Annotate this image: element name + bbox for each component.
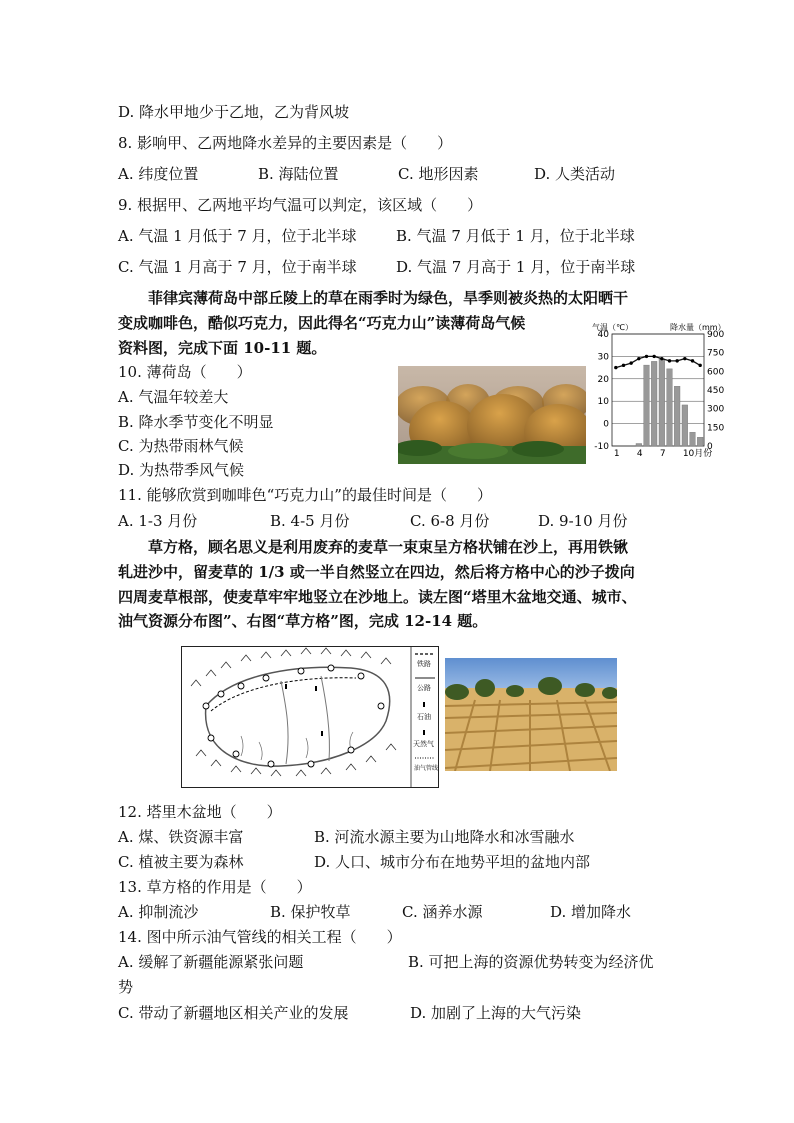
x-tick-label: 1 [613,449,620,458]
q8-option-b: B. 海陆位置 [258,165,339,183]
climate-chart [590,320,740,458]
q10-option-c: C. 为热带雨林气候 [118,437,244,455]
chocolate-hills-photo [398,366,586,464]
passage2-line1: 草方格，顾名思义是利用废弃的麦草一束束呈方格状铺在沙上，再用铁锹 [148,538,629,556]
q8-option-d: D. 人类活动 [534,165,616,183]
q11-option-a: A. 1-3 月份 [118,512,198,530]
precipitation-bar [636,444,642,446]
temperature-point [698,364,701,367]
q7-option-d: D. 降水甲地少于乙地，乙为背风坡 [118,103,350,121]
q12-option-b: B. 河流水源主要为山地降水和冰雪融水 [314,828,575,846]
precipitation-bar [651,361,657,446]
left-tick-label: 0 [603,419,609,430]
q9-option-d: D. 气温 7 月高于 1 月，位于南半球 [396,258,636,276]
q11-stem: 11. 能够欣赏到咖啡色“巧克力山”的最佳时间是（ ） [118,486,492,504]
right-tick-label: 750 [707,348,725,359]
q10-option-d: D. 为热带季风气候 [118,461,245,479]
temperature-point [637,357,640,360]
q12-option-d: D. 人口、城市分布在地势平坦的盆地内部 [314,853,591,871]
temperature-point [668,359,671,362]
legend-road-label: 公路 [417,684,431,692]
q13-option-b: B. 保护牧草 [270,903,351,921]
q14-option-b: B. 可把上海的资源优势转变为经济优 [408,953,654,971]
passage1-line3: 资料图，完成下面 10-11 题。 [118,339,327,357]
left-tick-label: 40 [597,330,609,340]
precipitation-bar [674,386,680,446]
q11-option-b: B. 4-5 月份 [270,512,350,530]
q9-option-b: B. 气温 7 月低于 1 月，位于北半球 [396,227,635,245]
q12-stem: 12. 塔里木盆地（ ） [118,803,282,821]
right-tick-label: 150 [707,423,725,434]
precipitation-bar [667,369,673,446]
q9-option-c: C. 气温 1 月高于 7 月，位于南半球 [118,258,357,276]
q14-option-b-continued: 势 [118,978,134,996]
temperature-point [645,355,648,358]
temperature-point [683,357,686,360]
left-tick-label: 20 [597,374,609,385]
legend-pipeline-label: 油气管线 [414,765,439,772]
temperature-point [622,364,625,367]
q14-option-a: A. 缓解了新疆能源紧张问题 [118,953,304,971]
temperature-point [614,366,617,369]
temperature-point [675,359,678,362]
right-tick-label: 450 [707,386,725,396]
q14-option-d: D. 加剧了上海的大气污染 [410,1004,582,1022]
temperature-line [616,356,700,367]
q14-stem: 14. 图中所示油气管线的相关工程（ ） [118,928,402,946]
q8-stem: 8. 影响甲、乙两地降水差异的主要因素是（ ） [118,134,453,152]
q10-option-a: A. 气温年较差大 [118,388,229,406]
legend-oil-label: 石油 [417,713,431,721]
temperature-point [652,355,655,358]
precipitation-bar [690,432,696,446]
straw-checkerboard-photo [445,658,617,771]
left-tick-label: -10 [594,442,609,452]
temperature-point [660,357,663,360]
left-tick-label: 30 [597,352,609,363]
q10-option-b: B. 降水季节变化不明显 [118,413,274,431]
passage2-line4: 油气资源分布图”、右图“草方格”图，完成 12-14 题。 [118,612,488,630]
q8-option-a: A. 纬度位置 [118,165,199,183]
q12-option-a: A. 煤、铁资源丰富 [118,828,244,846]
q11-option-d: D. 9-10 月份 [538,512,628,530]
x-tick-label: 4 [636,449,643,458]
chart-left-axis-label: 气温（℃） [592,323,633,332]
legend-rail-label: 铁路 [417,660,431,668]
passage2-line3: 四周麦草根部，使麦草牢牢地竖立在沙地上。读左图“塔里木盆地交通、城市、 [118,588,637,606]
q9-option-a: A. 气温 1 月低于 7 月，位于北半球 [118,227,357,245]
right-tick-label: 0 [707,442,713,452]
q13-option-a: A. 抑制流沙 [118,903,199,921]
chart-right-axis-label: 降水量（mm） [670,323,726,332]
legend-gas-label: 天然气 [413,740,434,748]
passage2-line2: 轧进沙中，留麦草的 1/3 或一半自然竖立在四边，然后将方格中心的沙子拨向 [118,563,635,581]
x-tick-label: 7 [659,449,666,458]
q10-stem: 10. 薄荷岛（ ） [118,363,252,381]
q13-option-c: C. 涵养水源 [402,903,483,921]
right-tick-label: 900 [707,330,725,340]
q14-option-c: C. 带动了新疆地区相关产业的发展 [118,1004,349,1022]
precipitation-bar [697,437,703,446]
precipitation-bar [682,405,688,446]
passage1-line1: 菲律宾薄荷岛中部丘陵上的草在雨季时为绿色，旱季则被炎热的太阳晒干 [148,289,629,307]
q8-option-c: C. 地形因素 [398,165,479,183]
q9-stem: 9. 根据甲、乙两地平均气温可以判定，该区域（ ） [118,196,483,214]
right-tick-label: 600 [707,367,725,378]
q13-option-d: D. 增加降水 [550,903,632,921]
precipitation-bar [644,365,650,446]
precipitation-bar [659,359,665,446]
temperature-point [629,361,632,364]
tarim-basin-map [181,646,439,788]
temperature-point [691,359,694,362]
right-tick-label: 300 [707,404,725,415]
x-tick-label: 10月份 [682,449,713,458]
q12-option-c: C. 植被主要为森林 [118,853,244,871]
q11-option-c: C. 6-8 月份 [410,512,490,530]
q13-stem: 13. 草方格的作用是（ ） [118,878,312,896]
passage1-line2: 变成咖啡色，酷似巧克力，因此得名“巧克力山”读薄荷岛气候 [118,314,526,332]
left-tick-label: 10 [597,397,609,408]
